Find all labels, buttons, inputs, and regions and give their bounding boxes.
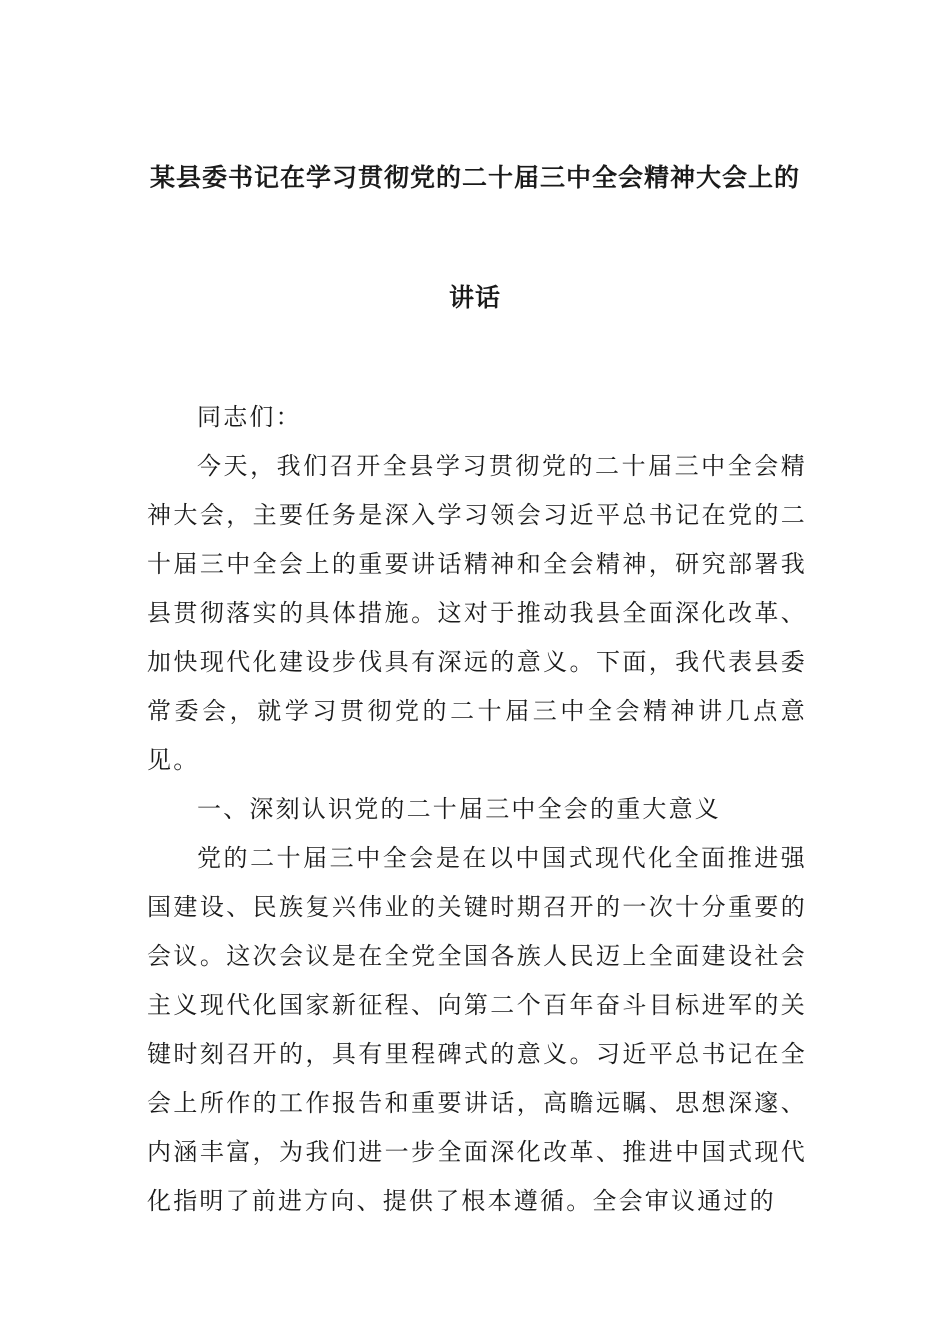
document-title-line-1: 某县委书记在学习贯彻党的二十届三中全会精神大会上的: [149, 163, 800, 192]
salutation: 同志们：: [197, 403, 302, 431]
body-paragraph: 今天，我们召开全县学习贯彻党的二十届三中全会精神大会，主要任务是深入学习领会习近平总书记在党的二十届三中全会上的重要讲话精神和全会精神，研究部署我县贯彻落实的具体措施。这对于推动我县全面深化改革、加快现代化建设步伐具有深远的意义。下面，我代表县委常委会，就学习贯彻党的二十届三中全会精神讲几点意见。: [147, 452, 807, 774]
body-paragraph: 党的二十届三中全会是在以中国式现代化全面推进强国建设、民族复兴伟业的关键时期召开的一次十分重要的会议。这次会议是在全党全国各族人民迈上全面建设社会主义现代化国家新征程、向第二个百年奋斗目标进军的关键时刻召开的，具有里程碑式的意义。习近平总书记在全会上所作的工作报告和重要讲话，高瞻远瞩、思想深邃、内涵丰富，为我们进一步全面深化改革、推进中国式现代化指明了前进方向、提供了根本遵循。全会审议通过的: [147, 844, 807, 1215]
document-title-line-2: 讲话: [448, 283, 501, 312]
section-heading: 一、深刻认识党的二十届三中全会的重大意义: [197, 795, 721, 823]
document-body: [147, 393, 807, 1226]
